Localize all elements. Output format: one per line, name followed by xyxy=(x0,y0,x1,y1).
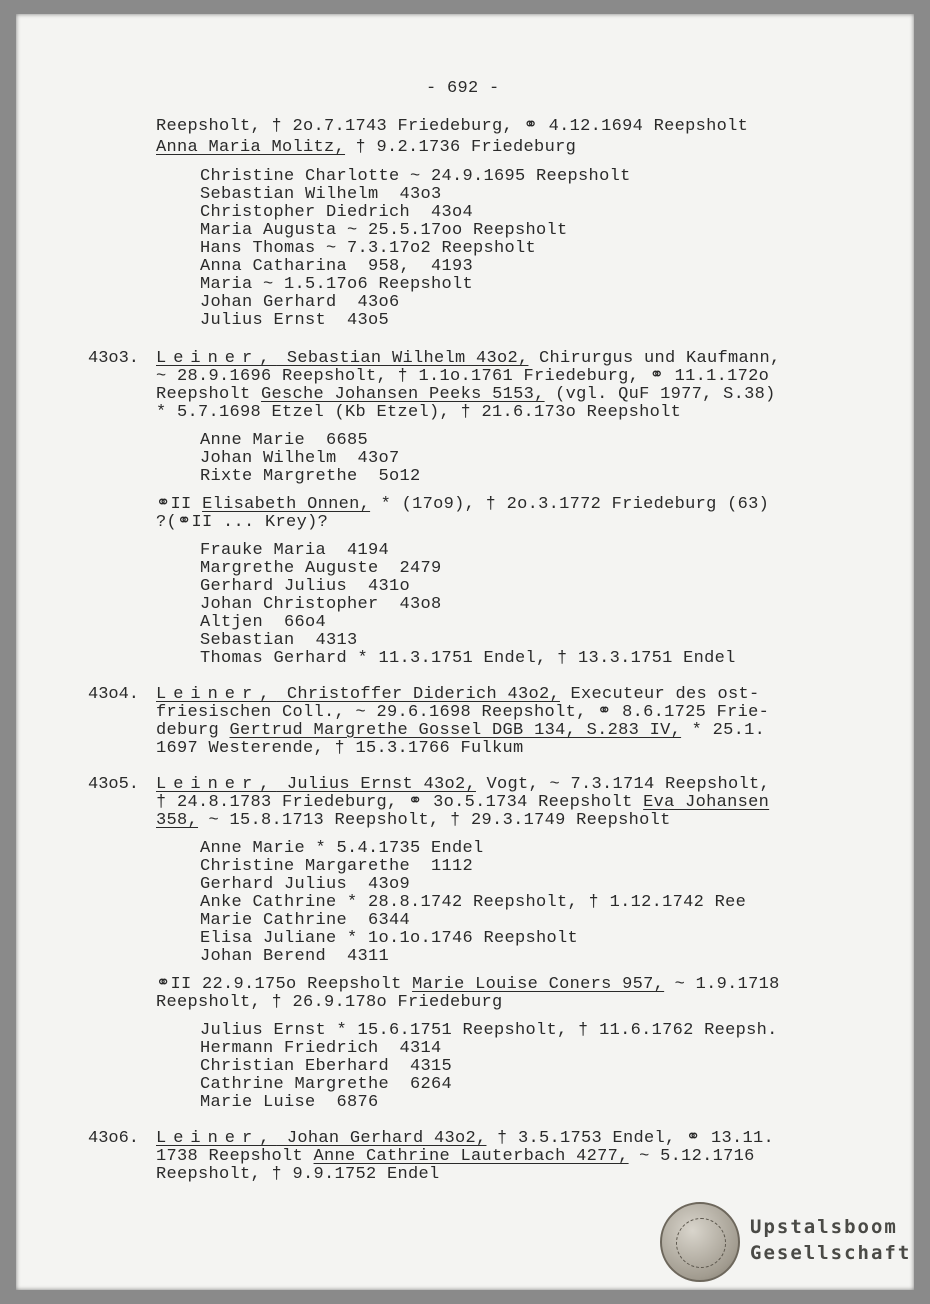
text-segment: Margrethe Auguste 2479 xyxy=(200,559,442,578)
text-segment: Hans Thomas ~ 7.3.17o2 Reepsholt xyxy=(200,239,537,258)
text-line xyxy=(156,794,769,812)
text-segment: Marie Luise 6876 xyxy=(200,1093,379,1112)
text-line xyxy=(200,876,410,894)
text-line xyxy=(200,948,389,966)
text-segment: Johan Gerhard 43o6 xyxy=(200,293,400,312)
text-line xyxy=(200,432,368,450)
text-line xyxy=(200,294,400,312)
text-segment: ~ 1.9.1718 xyxy=(664,975,780,994)
entry-number: 43o6. xyxy=(88,1129,140,1148)
text-line xyxy=(200,912,410,930)
text-line xyxy=(200,186,442,204)
text-line xyxy=(156,1148,755,1166)
underlined-name: 358, xyxy=(156,811,199,830)
text-line xyxy=(156,404,681,422)
text-line xyxy=(156,776,770,794)
text-line xyxy=(200,276,473,294)
text-line xyxy=(200,258,473,276)
text-line xyxy=(200,858,473,876)
text-segment: Christian Eberhard 4315 xyxy=(200,1057,453,1076)
entry-number: 43o5. xyxy=(88,775,140,794)
text-line xyxy=(156,740,524,758)
text-segment: Johan Christopher 43o8 xyxy=(200,595,442,614)
text-segment: Anne Marie 6685 xyxy=(200,431,369,450)
text-segment: ⚭II xyxy=(156,495,203,514)
text-segment: Anke Cathrine * 28.8.1742 Reepsholt, † 1.12.1742 Ree xyxy=(200,893,747,912)
text-line xyxy=(156,994,503,1012)
text-line xyxy=(156,496,769,514)
text-line xyxy=(200,894,746,912)
text-segment: † 9.2.1736 Friedeburg xyxy=(345,138,577,157)
text-line xyxy=(200,650,736,668)
text-segment: Executeur des ost- xyxy=(559,685,760,704)
text-line xyxy=(200,312,389,330)
underlined-name: Leiner, xyxy=(156,685,277,704)
text-segment: Elisa Juliane * 1o.1o.1746 Reepsholt xyxy=(200,929,579,948)
text-line xyxy=(200,596,442,614)
text-line xyxy=(156,1130,774,1148)
page-number: - 692 - xyxy=(426,79,500,98)
underlined-name: Julius Ernst 43o2, xyxy=(276,775,476,794)
text-segment: Christine Margarethe 1112 xyxy=(200,857,474,876)
text-line xyxy=(200,168,631,186)
text-segment: Hermann Friedrich 4314 xyxy=(200,1039,442,1058)
text-line xyxy=(200,450,400,468)
text-line xyxy=(200,632,358,650)
text-segment: Christopher Diedrich 43o4 xyxy=(200,203,474,222)
text-segment: Thomas Gerhard * 11.3.1751 Endel, † 13.3.1751 Endel xyxy=(200,649,736,668)
text-line xyxy=(200,240,536,258)
text-segment: Altjen 66o4 xyxy=(200,613,327,632)
text-segment: Gerhard Julius 431o xyxy=(200,577,411,596)
text-segment: Sebastian Wilhelm 43o3 xyxy=(200,185,442,204)
entry-number: 43o4. xyxy=(88,685,140,704)
text-segment: † 24.8.1783 Friedeburg, ⚭ 3o.5.1734 Reepsholt xyxy=(156,793,644,812)
text-segment: ~ 28.9.1696 Reepsholt, † 1.1o.1761 Friedeburg, ⚭ 11.1.172o xyxy=(156,367,770,386)
text-line xyxy=(200,468,421,486)
text-line xyxy=(200,840,484,858)
text-segment: Reepsholt, † 26.9.178o Friedeburg xyxy=(156,993,503,1012)
text-segment: Reepsholt xyxy=(156,385,262,404)
text-segment: (vgl. QuF 1977, S.38) xyxy=(544,385,776,404)
text-segment: 1697 Westerende, † 15.3.1766 Fulkum xyxy=(156,739,524,758)
underlined-name: Christoffer Diderich 43o2, xyxy=(276,685,560,704)
underlined-name: Anne Cathrine Lauterbach 4277, xyxy=(313,1147,629,1166)
society-seal-icon xyxy=(660,1202,740,1282)
text-line xyxy=(200,1076,452,1094)
text-segment: * 5.7.1698 Etzel (Kb Etzel), † 21.6.173o Reepsholt xyxy=(156,403,682,422)
text-segment: Cathrine Margrethe 6264 xyxy=(200,1075,453,1094)
text-segment: ?(⚭II ... Krey)? xyxy=(156,513,329,532)
text-line xyxy=(156,350,781,368)
underlined-name: Eva Johansen xyxy=(643,793,770,812)
text-segment: Rixte Margrethe 5o12 xyxy=(200,467,421,486)
text-line xyxy=(156,139,576,157)
text-line xyxy=(200,542,389,560)
text-line xyxy=(156,118,748,136)
underlined-name: Gesche Johansen Peeks 5153, xyxy=(261,385,545,404)
text-line xyxy=(200,1040,442,1058)
text-line xyxy=(200,204,473,222)
underlined-name: Johan Gerhard 43o2, xyxy=(276,1129,487,1148)
underlined-name: Marie Louise Coners 957, xyxy=(412,975,665,994)
text-line xyxy=(200,614,326,632)
text-segment: Gerhard Julius 43o9 xyxy=(200,875,411,894)
text-segment: † 3.5.1753 Endel, ⚭ 13.11. xyxy=(486,1129,775,1148)
text-line xyxy=(200,1022,778,1040)
text-line xyxy=(200,560,442,578)
underlined-name: Gertrud Margrethe Gossel DGB 134, S.283 IV, xyxy=(229,721,682,740)
text-segment: Reepsholt, † 2o.7.1743 Friedeburg, ⚭ 4.12.1694 Reepsholt xyxy=(156,117,749,136)
text-segment: 1738 Reepsholt xyxy=(156,1147,314,1166)
document-page xyxy=(16,14,914,1290)
text-line xyxy=(200,578,410,596)
text-segment: Anna Catharina 958, 4193 xyxy=(200,257,474,276)
text-line xyxy=(200,930,578,948)
text-segment: Sebastian 4313 xyxy=(200,631,358,650)
text-line xyxy=(200,222,568,240)
text-segment: ~ 15.8.1713 Reepsholt, † 29.3.1749 Reepsholt xyxy=(198,811,671,830)
underlined-name: Elisabeth Onnen, xyxy=(202,495,371,514)
text-segment: Marie Cathrine 6344 xyxy=(200,911,411,930)
underlined-name: Sebastian Wilhelm 43o2, xyxy=(276,349,529,368)
text-segment: * 25.1. xyxy=(681,721,766,740)
text-segment: Maria Augusta ~ 25.5.17oo Reepsholt xyxy=(200,221,568,240)
text-line xyxy=(156,704,769,722)
text-segment: ~ 5.12.1716 xyxy=(628,1147,755,1166)
text-line xyxy=(156,976,780,994)
text-line xyxy=(156,514,328,532)
text-segment: Julius Ernst * 15.6.1751 Reepsholt, † 11.6.1762 Reepsh. xyxy=(200,1021,778,1040)
underlined-name: Leiner, xyxy=(156,1129,277,1148)
text-line xyxy=(156,686,760,704)
text-segment: Vogt, ~ 7.3.1714 Reepsholt, xyxy=(475,775,771,794)
text-line xyxy=(156,722,765,740)
entry-number: 43o3. xyxy=(88,349,140,368)
text-segment: Julius Ernst 43o5 xyxy=(200,311,390,330)
text-line xyxy=(200,1058,452,1076)
text-segment: Anne Marie * 5.4.1735 Endel xyxy=(200,839,484,858)
text-line xyxy=(156,368,769,386)
text-line xyxy=(200,1094,379,1112)
text-segment: ⚭II 22.9.175o Reepsholt xyxy=(156,975,413,994)
underlined-name: Anna Maria Molitz, xyxy=(156,138,346,157)
text-segment: Reepsholt, † 9.9.1752 Endel xyxy=(156,1165,440,1184)
text-line xyxy=(156,386,776,404)
text-segment: Maria ~ 1.5.17o6 Reepsholt xyxy=(200,275,474,294)
text-segment: Frauke Maria 4194 xyxy=(200,541,390,560)
brand-line-1: Upstalsboom xyxy=(750,1216,898,1238)
text-line xyxy=(156,812,671,830)
text-segment: deburg xyxy=(156,721,230,740)
text-line xyxy=(156,1166,440,1184)
text-segment: Johan Berend 4311 xyxy=(200,947,390,966)
text-segment: Chirurgus und Kaufmann, xyxy=(528,349,781,368)
brand-line-2: Gesellschaft xyxy=(750,1242,912,1264)
text-segment: Christine Charlotte ~ 24.9.1695 Reepsholt xyxy=(200,167,631,186)
underlined-name: Leiner, xyxy=(156,775,277,794)
text-segment: * (17o9), † 2o.3.1772 Friedeburg (63) xyxy=(370,495,770,514)
text-segment: friesischen Coll., ~ 29.6.1698 Reepsholt, ⚭ 8.6.1725 Frie- xyxy=(156,703,770,722)
underlined-name: Leiner, xyxy=(156,349,277,368)
text-segment: Johan Wilhelm 43o7 xyxy=(200,449,400,468)
